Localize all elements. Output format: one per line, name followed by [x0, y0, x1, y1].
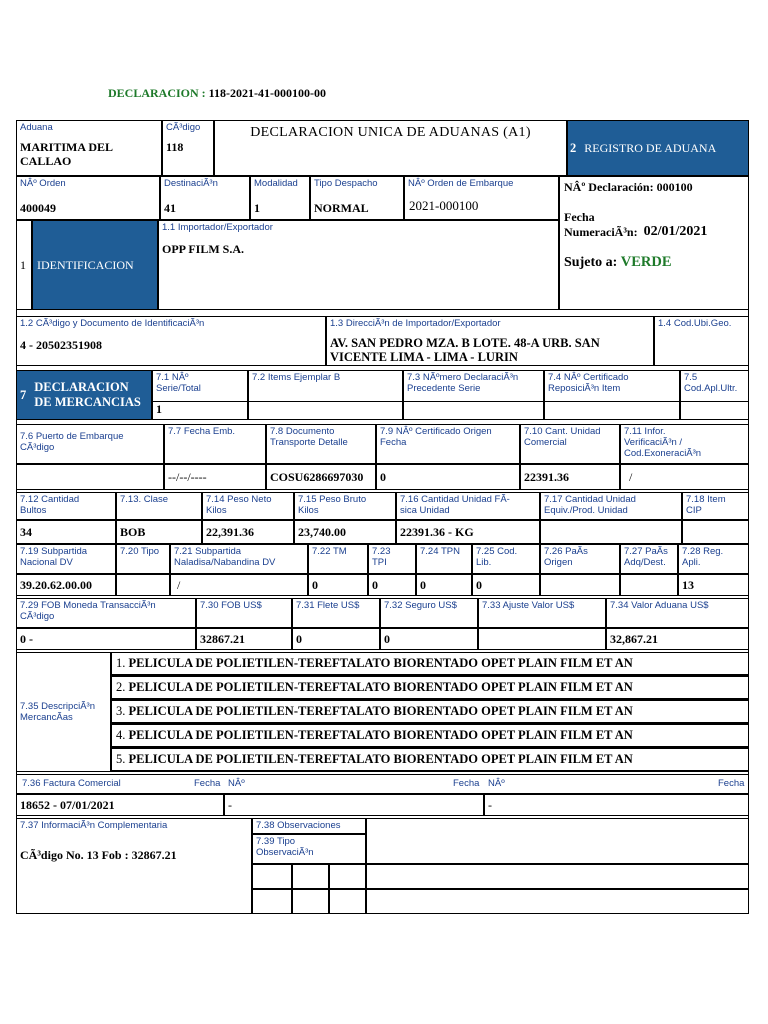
importador-label: 1.1 Importador/Exportador: [162, 222, 273, 233]
items-cell: [248, 370, 403, 420]
flete-cell: [292, 598, 380, 628]
obs-grid-a3: [329, 864, 366, 889]
identificacion-label: IDENTIFICACION: [37, 257, 134, 272]
cod-lib-value: 0: [476, 578, 482, 592]
peso-neto-cell: [202, 492, 294, 520]
bultos-value-cell: [16, 520, 116, 544]
cod-lib-label: 7.25 Cod. Lib.: [476, 546, 518, 568]
documento-value: COSU6286697030: [270, 470, 364, 484]
mercancias-header: [16, 370, 152, 420]
fob-moneda-label: 7.29 FOB Moneda TransacciÃ³n CÃ³digo: [20, 600, 156, 622]
serie-value: 1: [153, 401, 248, 416]
modalidad-cell: [250, 176, 310, 220]
codigo-doc-label: 1.2 CÃ³digo y Documento de IdentificaciÃ³n: [20, 318, 205, 329]
infor-value: /: [629, 470, 633, 484]
declaration-header: [108, 86, 326, 101]
peso-neto-value-cell: [202, 520, 294, 544]
ajuste-value-cell: [478, 628, 606, 650]
fecha-emb-label: 7.7 Fecha Emb.: [168, 426, 236, 437]
observaciones-cell: [252, 818, 366, 834]
cant-unidad-label: 7.10 Cant. Unidad Comercial: [524, 426, 601, 448]
pais-adq-cell: [620, 544, 678, 574]
tpi-value-cell: [368, 574, 416, 596]
peso-neto-label: 7.14 Peso Neto Kilos: [206, 494, 272, 516]
serie-cell: [152, 370, 248, 420]
seguro-value: 0: [384, 632, 390, 646]
info-complementaria-cell: [16, 818, 252, 914]
line-text: PELICULA DE POLIETILEN-TEREFTALATO BIORENTADO OPET PLAIN FILM ET AN: [128, 704, 633, 718]
destinacion-label: DestinaciÃ³n: [164, 178, 218, 189]
fob-value: 32867.21: [200, 632, 245, 646]
tipo-label: 7.20 Tipo: [120, 546, 160, 557]
infor-cell: [620, 424, 749, 464]
info-complementaria-value: CÃ³digo No. 13 Fob : 32867.21: [20, 848, 177, 862]
line-text: PELICULA DE POLIETILEN-TEREFTALATO BIORENTADO OPET PLAIN FILM ET AN: [128, 728, 633, 742]
fecha-emb-value-cell: [164, 464, 266, 490]
cant-fisica-value-cell: [396, 520, 540, 544]
descripcion-line: [111, 724, 749, 748]
modalidad-value: 1: [254, 201, 260, 215]
fecha-numeracion: [560, 198, 748, 240]
orden-embarque-value: 2021-000100: [409, 198, 479, 213]
items-label: 7.2 Items Ejemplar B: [252, 372, 341, 383]
pais-adq-value-cell: [620, 574, 678, 596]
clase-cell: [116, 492, 202, 520]
factura-label: 7.36 Factura Comercial: [22, 778, 121, 789]
descripcion-line: [111, 652, 749, 676]
info-complementaria-label: 7.37 InformaciÃ³n Complementaria: [20, 820, 168, 831]
fob-cell: [196, 598, 292, 628]
factura-value-2-cell: [224, 794, 484, 816]
cod-apl-label: 7.5 Cod.Apl.Ultr.: [684, 372, 738, 394]
tpn-label: 7.24 TPN: [420, 546, 460, 557]
codigo-doc-value: 4 - 20502351908: [20, 338, 102, 352]
line-number: 4.: [116, 728, 126, 742]
cant-unidad-value: 22391.36: [524, 470, 569, 484]
sujeto-value: VERDE: [620, 254, 672, 270]
cant-unidad-value-cell: [520, 464, 620, 490]
cert-origen-label: 7.9 NÂº Certificado Origen Fecha: [380, 426, 492, 448]
codigo-value: 118: [166, 140, 184, 154]
descripcion-list: [111, 652, 749, 772]
cant-fisica-label: 7.16 Cantidad Unidad FÃ- sica Unidad: [400, 494, 510, 516]
clase-value: BOB: [120, 525, 146, 539]
line-number: 2.: [116, 680, 126, 694]
obs-grid-b4: [366, 889, 749, 914]
cert-repos-cell: [544, 370, 680, 420]
seguro-label: 7.32 Seguro US$: [384, 600, 457, 611]
destinacion-cell: [160, 176, 250, 220]
valor-aduana-label: 7.34 Valor Aduana US$: [610, 600, 709, 611]
cod-lib-cell: [472, 544, 540, 574]
orden-embarque-cell: [404, 176, 559, 220]
descripcion-line: [111, 676, 749, 700]
valor-aduana-value: 32,867.21: [610, 632, 658, 646]
direccion-cell: [326, 316, 654, 366]
factura-num-2: NÂº: [228, 778, 245, 789]
peso-bruto-value: 23,740.00: [298, 525, 346, 539]
flete-label: 7.31 Flete US$: [296, 600, 360, 611]
obs-grid-b2: [292, 889, 329, 914]
descripcion-line: [111, 748, 749, 772]
direccion-value: AV. SAN PEDRO MZA. B LOTE. 48-A URB. SAN VICENTE LIMA - LIMA - LURIN: [330, 336, 600, 364]
fecha-numeracion-value: 02/01/2021: [643, 224, 708, 239]
infor-value-cell: [620, 464, 749, 490]
peso-bruto-value-cell: [294, 520, 396, 544]
cant-equiv-label: 7.17 Cantidad Unidad Equiv./Prod. Unidad: [544, 494, 636, 516]
obs-grid-a1: [252, 864, 292, 889]
aduana-cell: [16, 120, 162, 176]
codigo-label: CÃ³digo: [166, 122, 201, 133]
tipo-despacho-cell: [310, 176, 404, 220]
peso-bruto-cell: [294, 492, 396, 520]
cod-lib-value-cell: [472, 574, 540, 596]
declaration-label: DECLARACION :: [108, 86, 206, 100]
identificacion-num-cell: [16, 220, 32, 310]
item-cip-cell: [682, 492, 749, 520]
tm-cell: [308, 544, 368, 574]
ubigeo-label: 1.4 Cod.Ubi.Geo.: [658, 318, 732, 329]
num-declaracion-value: 000100: [656, 180, 693, 194]
reg-apl-cell: [678, 544, 749, 574]
infor-label: 7.11 Infor. VerificaciÃ³n / Cod.ExoneraciÃ³n: [624, 426, 702, 459]
aduana-value: MARITIMA DEL CALLAO: [20, 140, 114, 168]
observaciones-label: 7.38 Observaciones: [256, 820, 341, 831]
cert-origen-value: 0: [380, 470, 386, 484]
cod-apl-divider: [681, 401, 748, 402]
observaciones-value-cell: [366, 818, 749, 864]
cod-apl-cell: [680, 370, 749, 420]
tipo-observacion-label: 7.39 Tipo ObservaciÃ³n: [256, 836, 314, 858]
decl-prec-cell: [403, 370, 544, 420]
tpi-label: 7.23 TPI: [372, 546, 391, 568]
descripcion-line: [111, 700, 749, 724]
cant-fisica-cell: [396, 492, 540, 520]
cert-repos-divider: [545, 401, 679, 402]
direccion-label: 1.3 DirecciÃ³n de Importador/Exportador: [330, 318, 501, 329]
codigo-cell: [162, 120, 214, 176]
orden-cell: [16, 176, 160, 220]
flete-value-cell: [292, 628, 380, 650]
destinacion-value: 41: [164, 201, 176, 215]
subpartida-label: 7.19 Subpartida Nacional DV: [20, 546, 88, 568]
subpartida-value: 39.20.62.00.00: [20, 578, 92, 592]
obs-grid-b1: [252, 889, 292, 914]
fob-value-cell: [196, 628, 292, 650]
puerto-label: 7.6 Puerto de Embarque CÃ³digo: [20, 431, 124, 453]
item-cip-label: 7.18 Item CIP: [686, 494, 726, 516]
fob-moneda-value-cell: [16, 628, 196, 650]
tpn-value: 0: [420, 578, 426, 592]
clase-label: 7.13. Clase: [120, 494, 169, 505]
line-number: 1.: [116, 656, 126, 670]
tipo-despacho-value: NORMAL: [314, 201, 369, 215]
tipo-cell: [116, 544, 170, 574]
reg-apl-value-cell: [678, 574, 749, 596]
factura-num-3: NÂº: [488, 778, 505, 789]
tm-value-cell: [308, 574, 368, 596]
fecha-emb-cell: [164, 424, 266, 464]
reg-apl-label: 7.28 Reg. Apli.: [682, 546, 724, 568]
pais-origen-cell: [540, 544, 620, 574]
tpi-cell: [368, 544, 416, 574]
pais-origen-label: 7.26 PaÃs Origen: [544, 546, 588, 568]
factura-fecha-3: Fecha: [718, 778, 745, 789]
modalidad-label: Modalidad: [254, 178, 298, 189]
sujeto-label: Sujeto a:: [564, 255, 618, 270]
cant-fisica-value: 22391.36 - KG: [400, 525, 474, 539]
codigo-doc-cell: [16, 316, 326, 366]
ubigeo-cell: [654, 316, 749, 366]
cert-origen-value-cell: [376, 464, 520, 490]
factura-value-3-cell: [484, 794, 749, 816]
factura-value-2: -: [228, 798, 232, 812]
cant-equiv-cell: [540, 492, 682, 520]
naladisa-value-cell: [170, 574, 308, 596]
num-declaracion: [560, 177, 748, 198]
fob-label: 7.30 FOB US$: [200, 600, 262, 611]
fob-moneda-cell: [16, 598, 196, 628]
declaration-number: 118-2021-41-000100-00: [208, 86, 326, 100]
descripcion-label: 7.35 DescripciÃ³n MercancÃas: [20, 701, 95, 723]
orden-embarque-label: NÂº Orden de Embarque: [408, 178, 514, 189]
tipo-despacho-label: Tipo Despacho: [314, 178, 378, 189]
factura-value-1-cell: [16, 794, 224, 816]
cert-origen-cell: [376, 424, 520, 464]
registro-panel: [559, 176, 749, 310]
subpartida-value-cell: [16, 574, 116, 596]
bultos-label: 7.12 Cantidad Bultos: [20, 494, 80, 516]
cant-unidad-cell: [520, 424, 620, 464]
obs-grid-a2: [292, 864, 329, 889]
fecha-numeracion-label: Fecha NumeraciÃ³n:: [564, 210, 638, 239]
fob-moneda-value: 0 -: [20, 632, 33, 646]
registro-label: REGISTRO DE ADUANA: [584, 140, 717, 155]
descripcion-label-cell: [16, 652, 111, 772]
valor-aduana-cell: [606, 598, 749, 628]
decl-prec-divider: [404, 401, 543, 402]
identificacion-header: [32, 220, 158, 310]
tpn-value-cell: [416, 574, 472, 596]
naladisa-value: /: [177, 578, 181, 592]
factura-header: [16, 774, 749, 794]
line-number: 5.: [116, 752, 126, 766]
identificacion-num: 1: [20, 258, 26, 272]
aduana-label: Aduana: [20, 122, 53, 133]
peso-neto-value: 22,391.36: [206, 525, 254, 539]
tpn-cell: [416, 544, 472, 574]
decl-prec-label: 7.3 NÃºmero DeclaraciÃ³n Precedente Serie: [407, 372, 519, 394]
naladisa-cell: [170, 544, 308, 574]
bultos-cell: [16, 492, 116, 520]
seguro-cell: [380, 598, 478, 628]
bultos-value: 34: [20, 525, 32, 539]
factura-value-1: 18652 - 07/01/2021: [20, 798, 115, 812]
mercancias-num: 7: [20, 387, 27, 402]
seguro-value-cell: [380, 628, 478, 650]
ajuste-cell: [478, 598, 606, 628]
cert-repos-label: 7.4 NÂº Certificado ReposiciÃ³n Item: [548, 372, 629, 394]
reg-apl-value: 13: [682, 578, 694, 592]
items-divider: [249, 401, 402, 402]
serie-label: 7.1 NÂº Serie/Total: [156, 372, 201, 394]
pais-adq-label: 7.27 PaÃs Adq/Dest.: [624, 546, 668, 568]
sujeto: [560, 240, 748, 271]
orden-label: NÂº Orden: [20, 178, 66, 189]
clase-value-cell: [116, 520, 202, 544]
line-text: PELICULA DE POLIETILEN-TEREFTALATO BIORENTADO OPET PLAIN FILM ET AN: [128, 656, 633, 670]
importador-value: OPP FILM S.A.: [162, 242, 245, 256]
tm-value: 0: [312, 578, 318, 592]
documento-label: 7.8 Documento Transporte Detalle: [270, 426, 348, 448]
documento-cell: [266, 424, 376, 464]
num-declaracion-label: NÂº Declaración:: [564, 180, 654, 194]
valor-aduana-value-cell: [606, 628, 749, 650]
registro-num: 2: [570, 140, 577, 155]
tipo-value-cell: [116, 574, 170, 596]
cant-equiv-value-cell: [540, 520, 682, 544]
registro-header: [567, 120, 749, 176]
ajuste-label: 7.33 Ajuste Valor US$: [482, 600, 575, 611]
form-title: DECLARACION UNICA DE ADUANAS (A1): [250, 125, 531, 140]
line-text: PELICULA DE POLIETILEN-TEREFTALATO BIORENTADO OPET PLAIN FILM ET AN: [128, 752, 633, 766]
orden-value: 400049: [20, 201, 56, 215]
naladisa-label: 7.21 Subpartida Naladisa/Nabandina DV: [174, 546, 276, 568]
puerto-cell: [16, 424, 164, 464]
puerto-value-cell: [16, 464, 164, 490]
title-cell: [214, 120, 567, 176]
documento-value-cell: [266, 464, 376, 490]
mercancias-label: DECLARACION DE MERCANCIAS: [34, 380, 141, 409]
factura-value-3: -: [488, 798, 492, 812]
factura-fecha-1: Fecha: [194, 778, 221, 789]
tipo-observacion-cell: [252, 834, 366, 864]
importador-cell: [158, 220, 559, 310]
fecha-emb-value: --/--/----: [168, 470, 207, 484]
tm-label: 7.22 TM: [312, 546, 347, 557]
obs-grid-b3: [329, 889, 366, 914]
peso-bruto-label: 7.15 Peso Bruto Kilos: [298, 494, 367, 516]
line-number: 3.: [116, 704, 126, 718]
factura-fecha-2: Fecha: [453, 778, 480, 789]
subpartida-cell: [16, 544, 116, 574]
obs-grid-a4: [366, 864, 749, 889]
flete-value: 0: [296, 632, 302, 646]
tpi-value: 0: [372, 578, 378, 592]
pais-origen-value-cell: [540, 574, 620, 596]
line-text: PELICULA DE POLIETILEN-TEREFTALATO BIORENTADO OPET PLAIN FILM ET AN: [128, 680, 633, 694]
item-cip-value-cell: [682, 520, 749, 544]
